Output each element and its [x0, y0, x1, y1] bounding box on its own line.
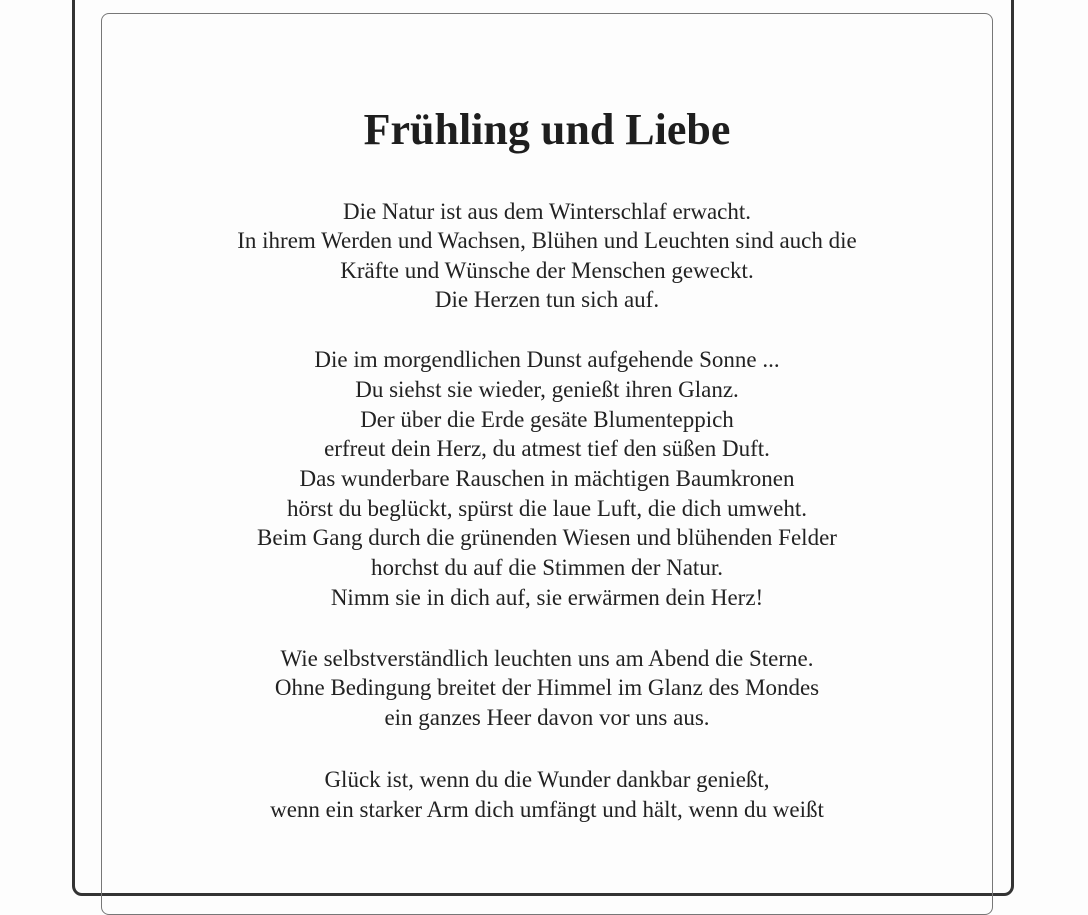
poem-line: Du siehst sie wieder, genießt ihren Glanz.: [355, 377, 739, 402]
poem-line: Die Herzen tun sich auf.: [434, 287, 660, 312]
poem-line: ein ganzes Heer davon vor uns aus.: [384, 705, 710, 730]
poem-line: Glück ist, wenn du die Wunder dankbar genießt,: [324, 767, 770, 792]
poem-line: Der über die Erde gesäte Blumenteppich: [360, 407, 734, 432]
poem-line: erfreut dein Herz, du atmest tief den süßen Duft.: [324, 436, 770, 461]
poem-line: wenn ein starker Arm dich umfängt und hält, wenn du weißt: [270, 797, 824, 822]
poem-line: Das wunderbare Rauschen in mächtigen Baumkronen: [299, 466, 795, 491]
poem-line: Die Natur ist aus dem Winterschlaf erwacht.: [342, 199, 752, 224]
poem-line: Nimm sie in dich auf, sie erwärmen dein Herz!: [330, 585, 764, 610]
poem-line: horchst du auf die Stimmen der Natur.: [371, 555, 723, 580]
poem-title: Frühling und Liebe: [363, 105, 731, 154]
poem-line: hörst du beglückt, spürst die laue Luft, die dich umweht.: [287, 496, 807, 521]
poem-line: Beim Gang durch die grünenden Wiesen und blühenden Felder: [257, 525, 837, 550]
poem-line: Wie selbstverständlich leuchten uns am Abend die Sterne.: [280, 646, 814, 671]
poem-line: In ihrem Werden und Wachsen, Blühen und Leuchten sind auch die: [237, 228, 857, 253]
poem-line: Die im morgendlichen Dunst aufgehende Sonne ...: [314, 347, 780, 372]
poem-line: Kräfte und Wünsche der Menschen geweckt.: [340, 258, 754, 283]
poem-line: Ohne Bedingung breitet der Himmel im Glanz des Mondes: [274, 675, 820, 700]
